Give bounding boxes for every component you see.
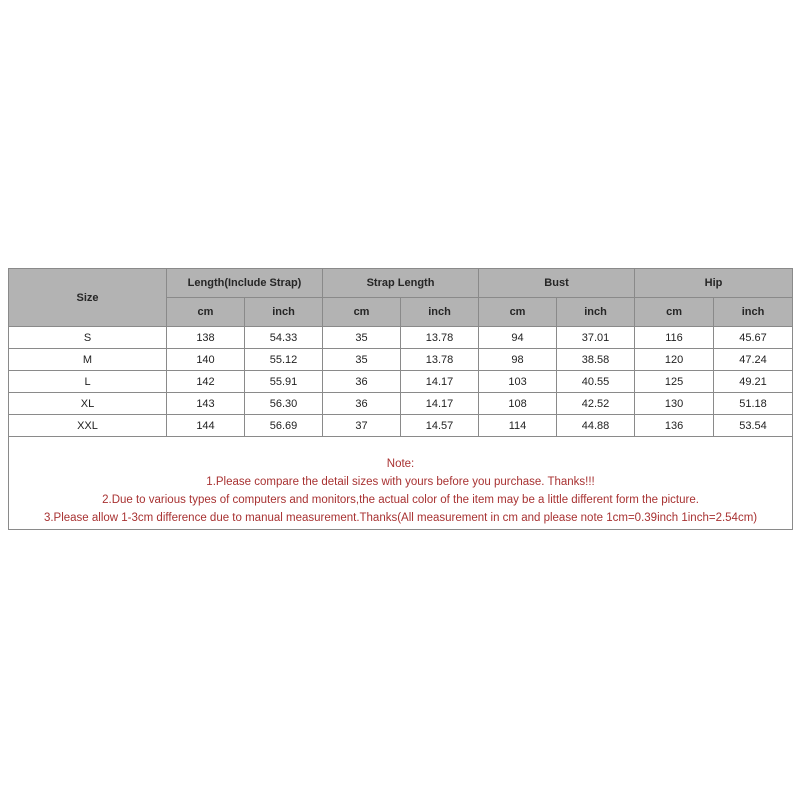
notes-cell (9, 437, 793, 530)
table-cell: 38.58 (557, 349, 635, 371)
note-line: 2.Due to various types of computers and monitors,the actual color of the item may be a little different form the picture. (102, 494, 699, 506)
table-cell: 13.78 (401, 327, 479, 349)
table-row (9, 415, 793, 437)
bust-header: Bust (479, 269, 635, 298)
unit-header: cm (323, 298, 401, 327)
table-cell: 114 (479, 415, 557, 437)
note-line: 1.Please compare the detail sizes with yours before you purchase. Thanks!!! (206, 476, 595, 488)
table-cell: 56.69 (245, 415, 323, 437)
table-cell: 56.30 (245, 393, 323, 415)
table-row (9, 393, 793, 415)
strap-length-header: Strap Length (323, 269, 479, 298)
table-cell: 35 (323, 327, 401, 349)
unit-header: cm (167, 298, 245, 327)
unit-header: inch (245, 298, 323, 327)
table-cell: 14.17 (401, 371, 479, 393)
table-row (9, 327, 793, 349)
table-cell: 47.24 (714, 349, 793, 371)
table-cell: 94 (479, 327, 557, 349)
unit-header: cm (635, 298, 714, 327)
unit-header: cm (479, 298, 557, 327)
table-cell: 116 (635, 327, 714, 349)
table-cell: 37.01 (557, 327, 635, 349)
table-cell: 36 (323, 371, 401, 393)
table-cell: 130 (635, 393, 714, 415)
table-cell: 140 (167, 349, 245, 371)
table-cell: 98 (479, 349, 557, 371)
table-cell: 136 (635, 415, 714, 437)
table-cell: 103 (479, 371, 557, 393)
table-cell: 35 (323, 349, 401, 371)
header-group-row (9, 269, 793, 298)
size-cell: M (9, 349, 167, 371)
table-cell: 40.55 (557, 371, 635, 393)
table-cell: 44.88 (557, 415, 635, 437)
table-cell: 120 (635, 349, 714, 371)
hip-header: Hip (635, 269, 793, 298)
note-line: 3.Please allow 1-3cm difference due to manual measurement.Thanks(All measurement in cm and please note 1cm=0.39inch 1inch=2.54cm) (43, 512, 758, 524)
note-title: Note: (386, 458, 415, 470)
size-cell: XL (9, 393, 167, 415)
table-cell: 138 (167, 327, 245, 349)
table-cell: 55.12 (245, 349, 323, 371)
unit-header: inch (401, 298, 479, 327)
table-cell: 14.57 (401, 415, 479, 437)
length-header: Length(Include Strap) (167, 269, 323, 298)
notes-row (9, 437, 793, 530)
table-cell: 55.91 (245, 371, 323, 393)
size-table (8, 268, 793, 530)
size-chart (8, 268, 792, 530)
table-cell: 143 (167, 393, 245, 415)
size-cell: S (9, 327, 167, 349)
table-cell: 142 (167, 371, 245, 393)
table-cell: 36 (323, 393, 401, 415)
table-cell: 42.52 (557, 393, 635, 415)
table-cell: 45.67 (714, 327, 793, 349)
size-cell: L (9, 371, 167, 393)
table-cell: 54.33 (245, 327, 323, 349)
table-row (9, 371, 793, 393)
table-cell: 125 (635, 371, 714, 393)
table-cell: 14.17 (401, 393, 479, 415)
table-cell: 49.21 (714, 371, 793, 393)
table-cell: 108 (479, 393, 557, 415)
table-row (9, 349, 793, 371)
table-cell: 53.54 (714, 415, 793, 437)
table-cell: 144 (167, 415, 245, 437)
size-cell: XXL (9, 415, 167, 437)
table-cell: 51.18 (714, 393, 793, 415)
unit-header: inch (714, 298, 793, 327)
table-cell: 13.78 (401, 349, 479, 371)
unit-header: inch (557, 298, 635, 327)
size-header: Size (9, 269, 167, 327)
table-cell: 37 (323, 415, 401, 437)
